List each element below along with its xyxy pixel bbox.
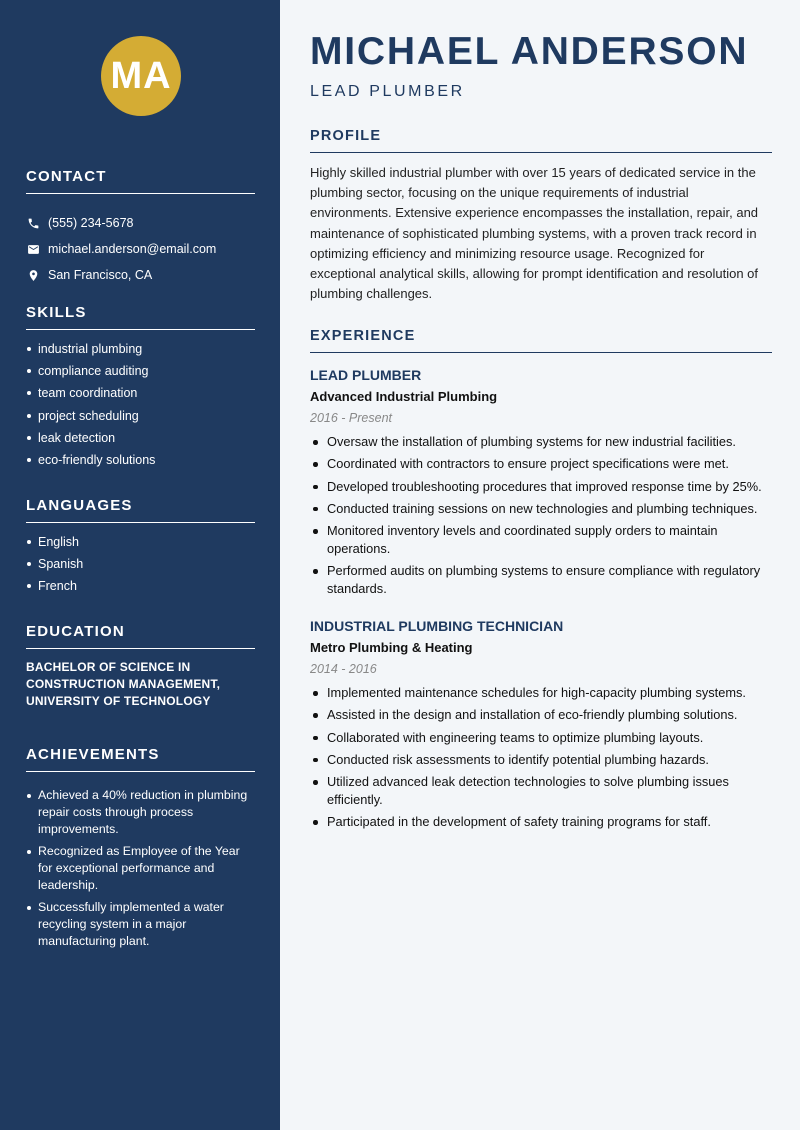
list-item: Conducted training sessions on new technologies and plumbing techniques. (310, 500, 772, 518)
list-item: industrial plumbing (26, 340, 255, 362)
job-dates: 2014 - 2016 (310, 662, 377, 676)
list-item: Monitored inventory levels and coordinated supply orders to maintain operations. (310, 522, 772, 558)
languages-section (26, 497, 255, 600)
job-title: INDUSTRIAL PLUMBING TECHNICIAN (310, 618, 564, 634)
contact-section (26, 168, 255, 284)
phone-text: (555) 234-5678 (48, 216, 134, 230)
list-item: Utilized advanced leak detection technologies to solve plumbing issues efficiently. (310, 773, 772, 809)
education-text: BACHELOR OF SCIENCE IN CONSTRUCTION MANAGEMENT, UNIVERSITY OF TECHNOLOGY (26, 660, 221, 708)
job-bullets (310, 684, 772, 831)
map-pin-icon (26, 268, 40, 282)
list-item: compliance auditing (26, 362, 255, 384)
list-item: English (26, 533, 255, 555)
profile-heading: PROFILE (310, 128, 772, 153)
profile-text: Highly skilled industrial plumber with over 15 years of dedicated service in the plumbing sector, focusing on the unique requirements of industrial environments. Extensive experience encompasses the installation, repair, and maintenance of sophisticated plumbing systems, with a proven track record in optimizing efficiency and minimizing resource usage. Recognized for exceptional analytical skills, allowing for prompt identification and resolution of plumbing challenges. (310, 165, 759, 302)
list-item: Collaborated with engineering teams to optimize plumbing layouts. (310, 729, 772, 747)
list-item: Assisted in the design and installation of eco-friendly plumbing solutions. (310, 706, 772, 724)
list-item: team coordination (26, 384, 255, 406)
achievements-list (26, 787, 255, 950)
contact-phone (26, 214, 255, 232)
languages-list (26, 533, 255, 600)
experience-heading: EXPERIENCE (310, 328, 772, 353)
list-item: Developed troubleshooting procedures that improved response time by 25%. (310, 478, 772, 496)
mail-icon (26, 242, 40, 256)
job-company: Metro Plumbing & Heating (310, 640, 473, 655)
list-item: Oversaw the installation of plumbing systems for new industrial facilities. (310, 433, 772, 451)
list-item: leak detection (26, 429, 255, 451)
job-entry (310, 617, 772, 836)
contact-email (26, 240, 255, 258)
list-item: Performed audits on plumbing systems to ensure compliance with regulatory standards. (310, 562, 772, 598)
skills-heading: SKILLS (26, 304, 255, 330)
job-title: LEAD PLUMBER (310, 367, 422, 383)
education-heading: EDUCATION (26, 623, 255, 649)
list-item: Implemented maintenance schedules for high-capacity plumbing systems. (310, 684, 772, 702)
achievements-heading: ACHIEVEMENTS (26, 746, 255, 772)
contact-location (26, 266, 255, 284)
avatar: MA (101, 36, 181, 116)
job-company: Advanced Industrial Plumbing (310, 389, 498, 404)
location-text: San Francisco, CA (48, 268, 153, 282)
job-bullets (310, 433, 772, 598)
job-entry (310, 366, 772, 603)
list-item: Successfully implemented a water recycling system in a major manufacturing plant. (26, 899, 255, 950)
list-item: French (26, 577, 255, 599)
skills-section (26, 304, 255, 473)
email-text: michael.anderson@email.com (48, 242, 217, 256)
list-item: Recognized as Employee of the Year for exceptional performance and leadership. (26, 843, 255, 894)
list-item: Participated in the development of safety training programs for staff. (310, 813, 772, 831)
education-section (26, 623, 255, 710)
languages-heading: LANGUAGES (26, 497, 255, 523)
job-dates: 2016 - Present (310, 411, 392, 425)
sidebar (0, 0, 280, 1130)
skills-list (26, 340, 255, 473)
candidate-name: MICHAEL ANDERSON (310, 30, 749, 73)
candidate-title: LEAD PLUMBER (310, 83, 465, 100)
list-item: eco-friendly solutions (26, 451, 255, 473)
achievements-section (26, 746, 255, 955)
phone-icon (26, 216, 40, 230)
list-item: Spanish (26, 555, 255, 577)
list-item: Achieved a 40% reduction in plumbing repair costs through process improvements. (26, 787, 255, 838)
list-item: Coordinated with contractors to ensure project specifications were met. (310, 455, 772, 473)
list-item: project scheduling (26, 407, 255, 429)
list-item: Conducted risk assessments to identify potential plumbing hazards. (310, 751, 772, 769)
contact-heading: CONTACT (26, 168, 255, 194)
